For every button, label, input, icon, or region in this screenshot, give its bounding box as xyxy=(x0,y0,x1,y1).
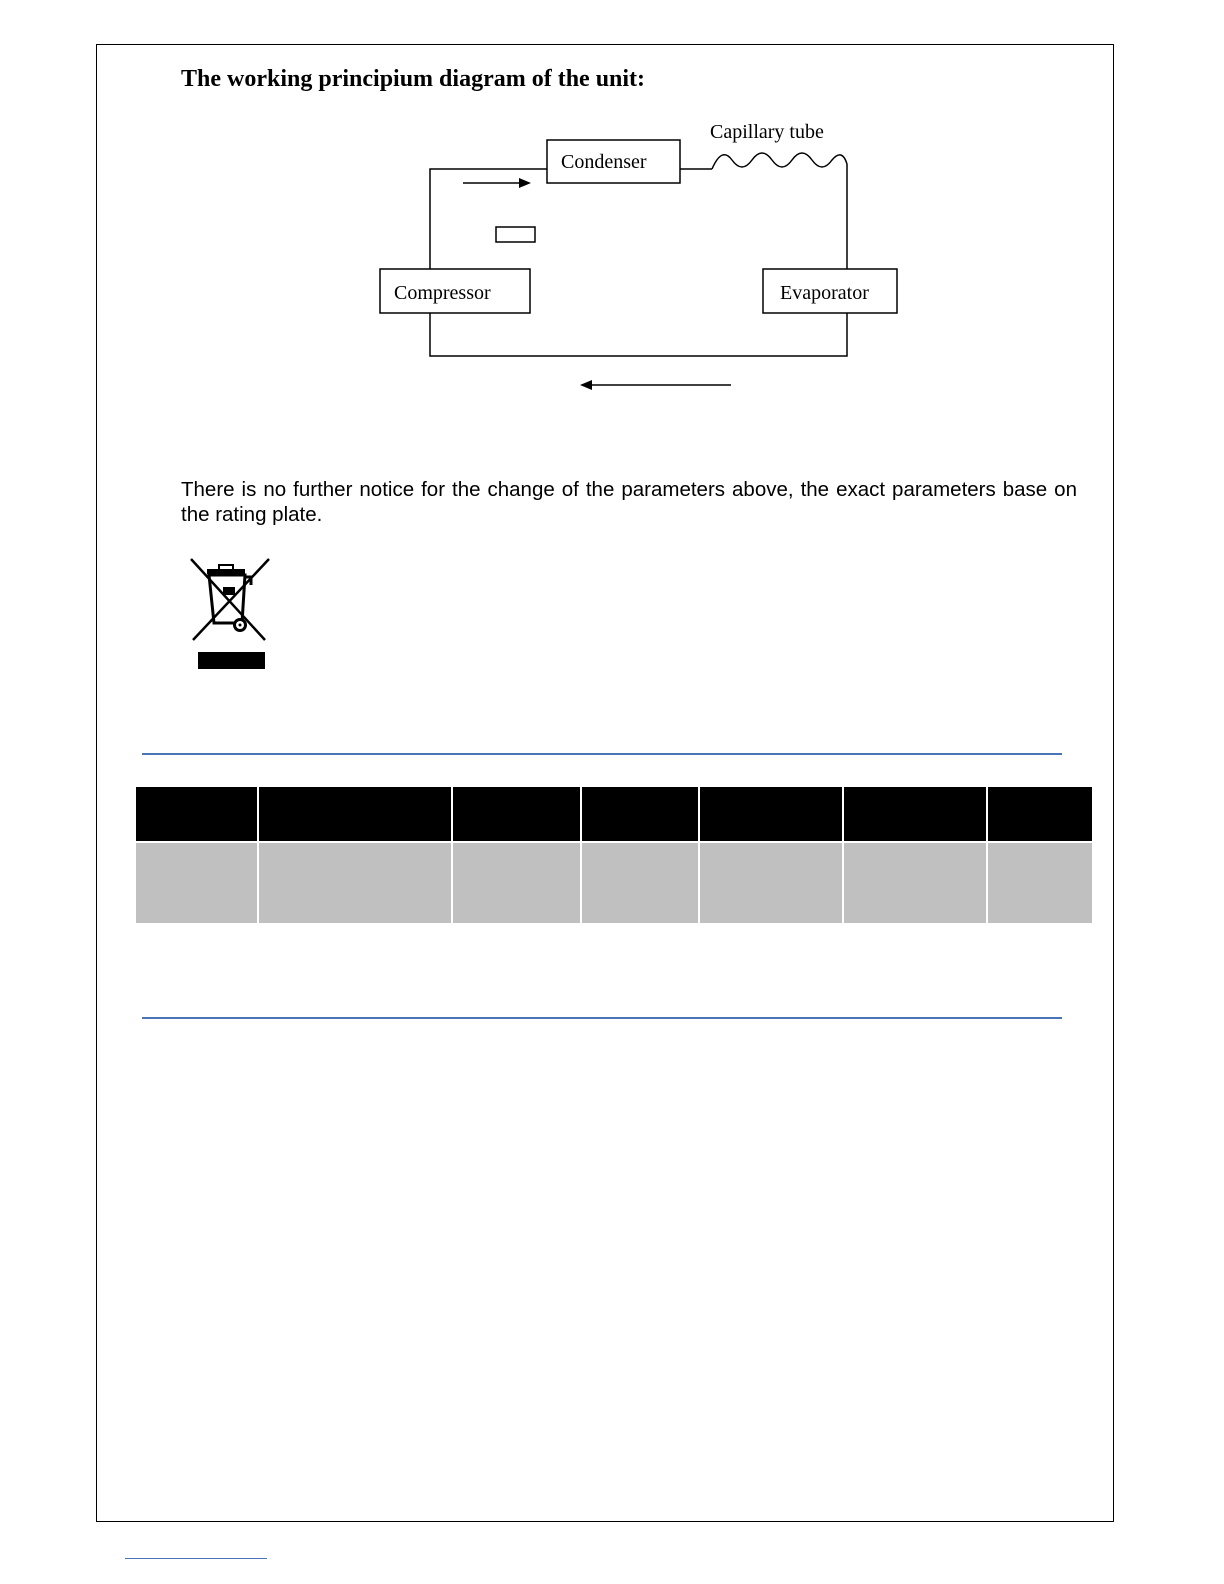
spec-table xyxy=(134,785,1094,925)
table-cell xyxy=(843,842,987,924)
return-line xyxy=(430,313,847,356)
table-header-row xyxy=(135,786,1093,842)
table-cell xyxy=(452,842,581,924)
crossed-out-wheelie-bin-icon xyxy=(185,555,275,675)
capillary-tube-label: Capillary tube xyxy=(710,121,824,143)
flow-arrow-left xyxy=(580,380,731,390)
header-cell xyxy=(258,786,452,842)
flow-arrow-right xyxy=(463,178,531,188)
header-cell xyxy=(843,786,987,842)
compressor-label: Compressor xyxy=(394,282,491,304)
table-cell xyxy=(987,842,1093,924)
circuit-lines xyxy=(430,164,847,356)
condenser-label: Condenser xyxy=(561,151,647,173)
table-cell xyxy=(135,842,258,924)
section-divider-top xyxy=(142,753,1062,755)
table-cell xyxy=(581,842,699,924)
footnote-separator xyxy=(125,1558,267,1559)
compressor-to-condenser-line xyxy=(430,169,547,269)
refrigeration-cycle-diagram xyxy=(0,0,1224,420)
evaporator-label: Evaporator xyxy=(780,282,869,304)
header-cell xyxy=(699,786,843,842)
capillary-tube-coil xyxy=(712,153,847,169)
header-cell xyxy=(452,786,581,842)
small-rect-marker xyxy=(496,227,535,242)
header-cell xyxy=(135,786,258,842)
header-cell xyxy=(987,786,1093,842)
header-cell xyxy=(581,786,699,842)
parameters-notice: There is no further notice for the change of the parameters above, the exact parameters base on the rating plate. xyxy=(181,478,1077,526)
table-cell xyxy=(699,842,843,924)
section-heading: The working principium diagram of the unit: xyxy=(181,66,646,92)
section-divider-bottom xyxy=(142,1017,1062,1019)
table-cell xyxy=(258,842,452,924)
table-row xyxy=(135,842,1093,924)
